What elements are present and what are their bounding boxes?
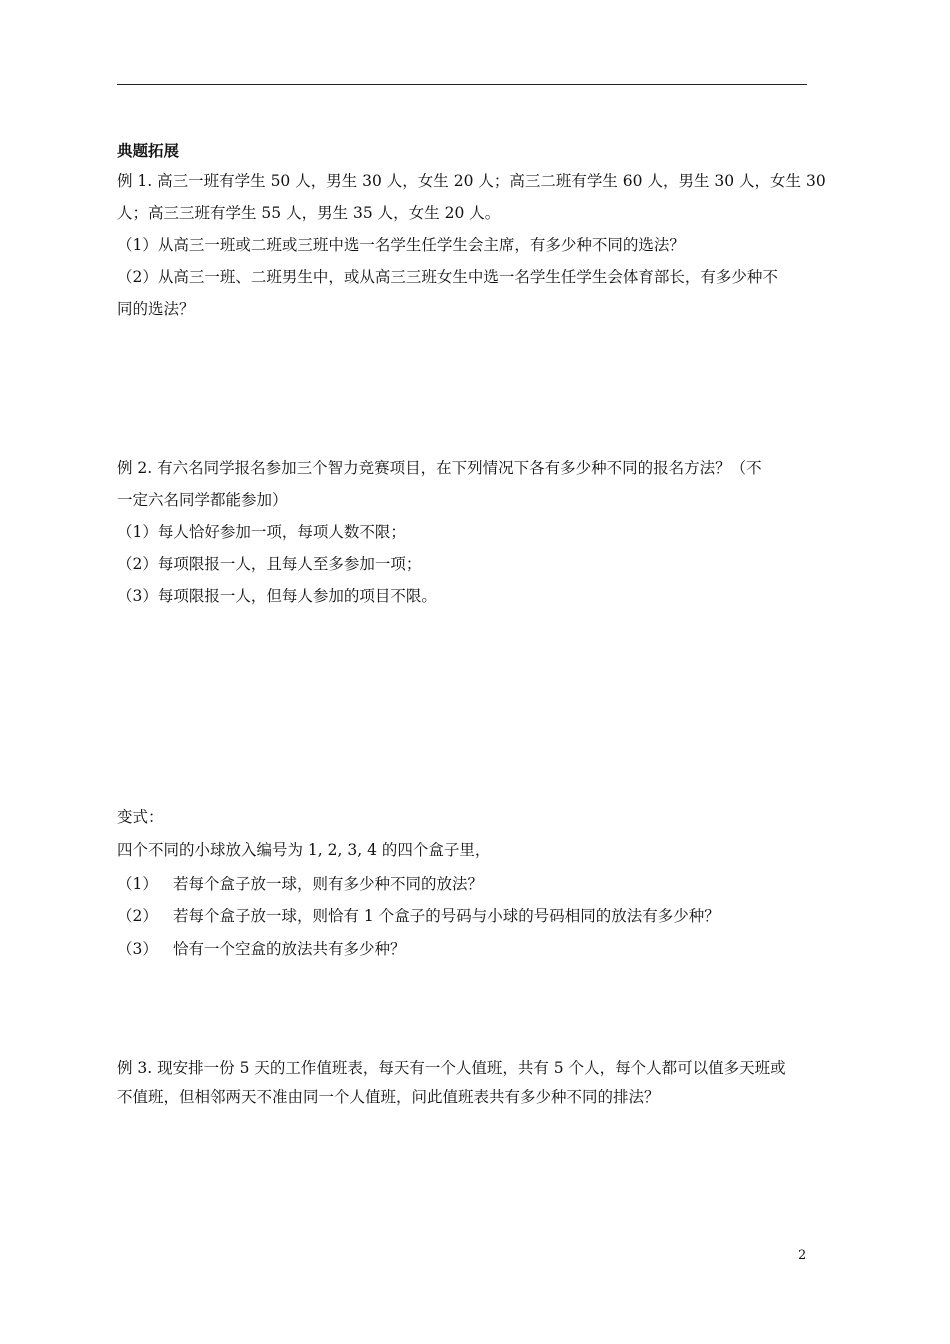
header-rule [117, 84, 807, 85]
example1-line2: 人；高三三班有学生 55 人，男生 35 人，女生 20 人。 [117, 204, 501, 222]
variant-item-text: 若每个盒子放一球，则恰有 1 个盒子的号码与小球的号码相同的放法有多少种？ [173, 907, 720, 925]
example1-question1: （1）从高三一班或二班或三班中选一名学生任学生会主席，有多少种不同的选法？ [117, 236, 685, 254]
section-title: 典题拓展 [117, 141, 180, 160]
variant-item-number: （1） [117, 875, 158, 893]
variant-intro: 四个不同的小球放入编号为 1, 2, 3, 4 的四个盒子里， [117, 841, 491, 859]
example1-line1: 例 1. 高三一班有学生 50 人，男生 30 人，女生 20 人；高三二班有学生 60 人，男生 30 人，女生 30 [117, 172, 826, 190]
variant-item [117, 906, 720, 926]
example2-question1: （1）每人恰好参加一项，每项人数不限； [117, 523, 406, 541]
example2-question2: （2）每项限报一人，且每人至多参加一项； [117, 555, 422, 573]
variant-item-text: 若每个盒子放一球，则有多少种不同的放法？ [173, 875, 484, 893]
variant-item-number: （3） [117, 940, 158, 958]
variant-item [117, 874, 483, 894]
example3-line1: 例 3. 现安排一份 5 天的工作值班表，每天有一个人值班，共有 5 个人，每个人都可以值多天班或 [117, 1059, 786, 1077]
variant-item [117, 939, 406, 959]
example1-question2-line1: （2）从高三一班、二班男生中，或从高三三班女生中选一名学生任学生会体育部长，有多少种不 [117, 268, 778, 286]
example1-question2-line2: 同的选法？ [117, 300, 195, 318]
example3-line2: 不值班，但相邻两天不准由同一个人值班，问此值班表共有多少种不同的排法？ [117, 1088, 660, 1106]
page-number: 2 [798, 1248, 807, 1263]
variant-item-text: 恰有一个空盒的放法共有多少种？ [173, 940, 406, 958]
example2-question3: （3）每项限报一人，但每人参加的项目不限。 [117, 587, 437, 605]
variant-item-number: （2） [117, 907, 158, 925]
variant-title: 变式： [117, 808, 164, 826]
example2-line1: 例 2. 有六名同学报名参加三个智力竞赛项目，在下列情况下各有多少种不同的报名方法？（不 [117, 459, 762, 477]
example2-line2: 一定六名同学都能参加） [117, 491, 288, 509]
